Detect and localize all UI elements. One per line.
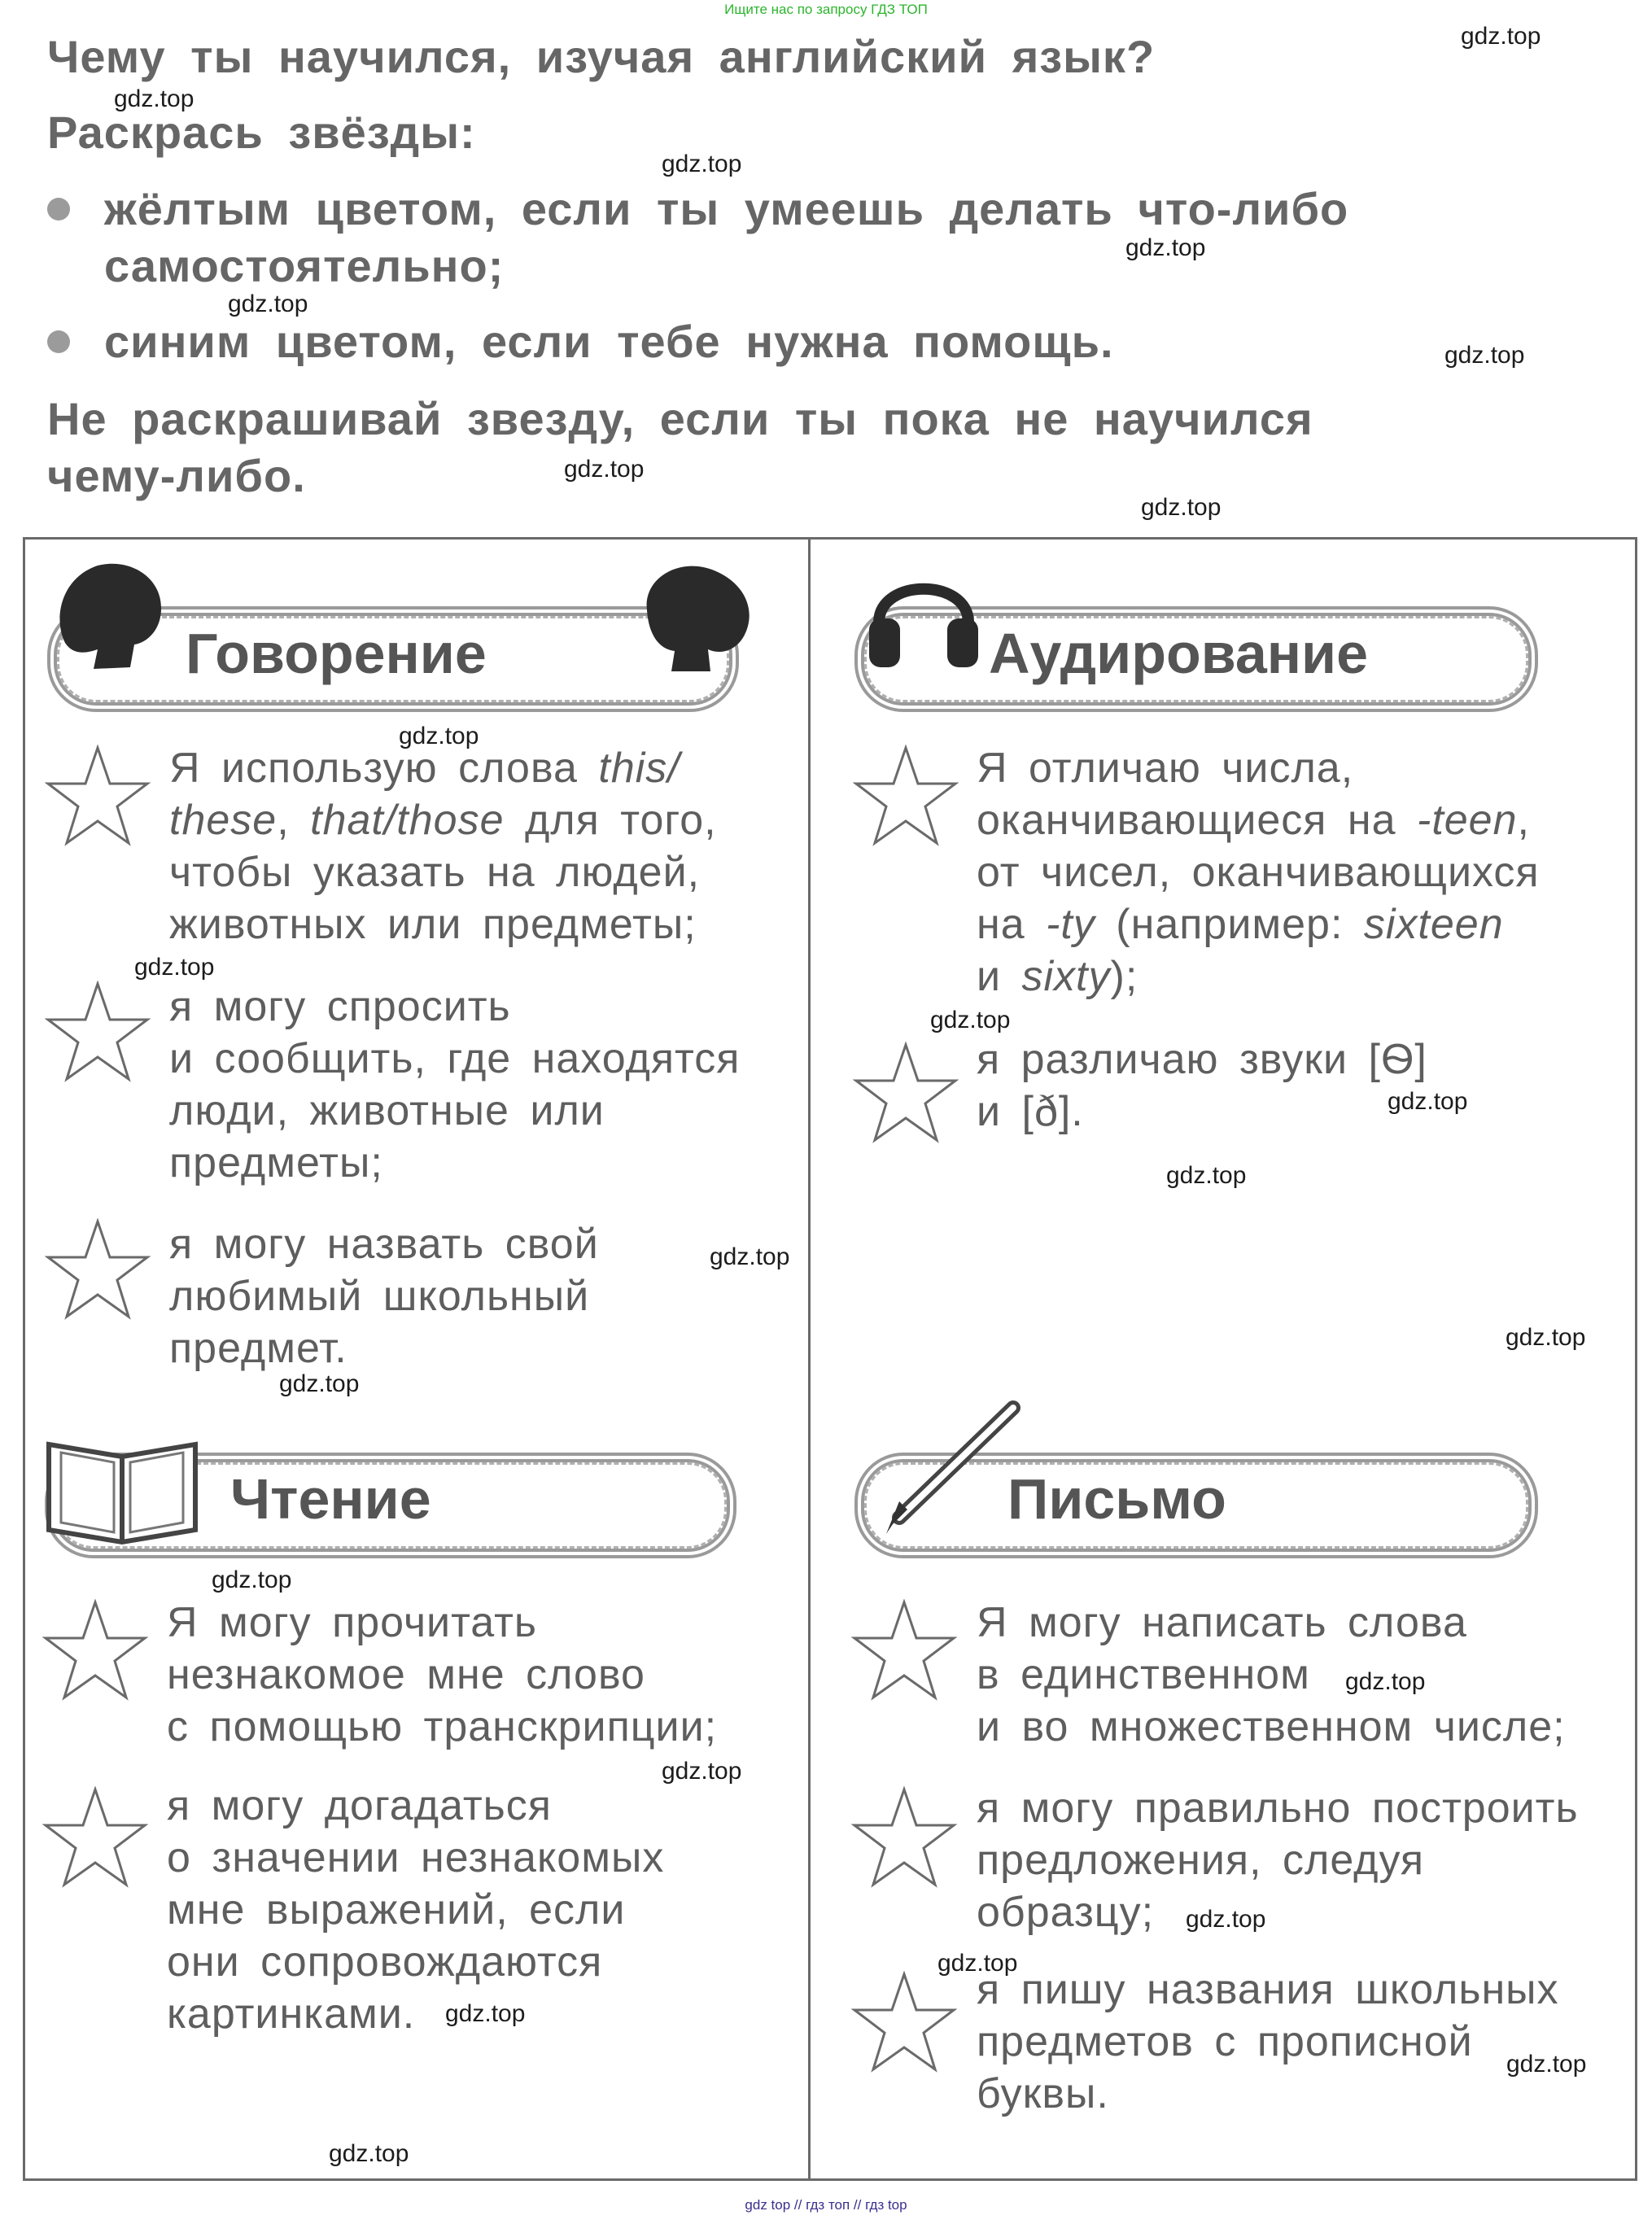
star-icon[interactable] — [42, 1599, 148, 1702]
intro-question: Чему ты научился, изучая английский язык? — [47, 31, 1156, 82]
reading-item-1: Я могу прочитать незнакомое мне слово с помощью транскрипции; — [167, 1599, 718, 1750]
watermark: gdz.top — [114, 85, 194, 112]
watermark: gdz.top — [134, 954, 215, 981]
star-icon[interactable] — [853, 1042, 959, 1144]
child-head-icon — [49, 553, 171, 675]
child-head-icon — [614, 553, 761, 675]
column-divider — [808, 537, 811, 2181]
watermark: gdz.top — [1166, 1162, 1247, 1189]
watermark: gdz.top — [710, 1243, 790, 1270]
listening-item-2: я различаю звуки [Ѳ] и [ð]. — [977, 1036, 1427, 1135]
reading-title: Чтение — [230, 1467, 431, 1531]
star-icon[interactable] — [42, 1786, 148, 1889]
pen-icon — [875, 1396, 1029, 1538]
bullet-yellow-line2: самостоятельно; — [104, 240, 505, 291]
top-banner[interactable]: Ищите нас по запросу ГДЗ ТОП — [724, 2, 928, 17]
speaking-item-1: Я использую слова this/ these, that/those для того, чтобы указать на людей, животных или предметы; — [169, 745, 717, 948]
star-icon[interactable] — [851, 1786, 957, 1889]
watermark: gdz.top — [1345, 1668, 1426, 1695]
star-icon[interactable] — [851, 1599, 957, 1702]
star-icon[interactable] — [853, 745, 959, 847]
star-icon[interactable] — [45, 745, 151, 847]
bottom-banner[interactable]: gdz top // гдз топ // гдз top — [745, 2197, 907, 2213]
watermark: gdz.top — [279, 1370, 360, 1397]
watermark: gdz.top — [1141, 494, 1222, 521]
bullet-dot-icon — [47, 330, 70, 353]
speaking-item-3: я могу назвать свой любимый школьный предмет. — [169, 1221, 599, 1372]
bullet-dot-icon — [47, 198, 70, 221]
watermark: gdz.top — [1444, 342, 1525, 369]
watermark: gdz.top — [930, 1007, 1011, 1033]
watermark: gdz.top — [1186, 1906, 1266, 1933]
writing-item-1: Я могу написать слова в единственном и во множественном числе; — [977, 1599, 1566, 1750]
watermark: gdz.top — [1125, 234, 1206, 261]
listening-item-1: Я отличаю числа, оканчивающиеся на -teen, от чисел, оканчивающихся на -ty (например: sixteen и sixty); — [977, 745, 1540, 1000]
bullet-yellow-line1: жёлтым цветом, если ты умеешь делать что-либо — [104, 183, 1349, 234]
watermark: gdz.top — [937, 1950, 1018, 1977]
listening-title: Аудирование — [989, 622, 1369, 685]
watermark: gdz.top — [228, 291, 308, 317]
intro-note-line1: Не раскрашивай звезду, если ты пока не научился — [47, 393, 1313, 444]
watermark: gdz.top — [329, 2140, 409, 2167]
reading-item-2: я могу догадаться о значении незнакомых мне выражений, если они сопровождаются картинками. — [167, 1782, 665, 2038]
star-icon[interactable] — [45, 981, 151, 1083]
watermark: gdz.top — [1388, 1088, 1468, 1115]
speaking-item-2: я могу спросить и сообщить, где находятся люди, животные или предметы; — [169, 983, 741, 1186]
watermark: gdz.top — [1461, 23, 1541, 50]
writing-title: Письмо — [1007, 1467, 1226, 1531]
open-book-icon — [41, 1428, 212, 1550]
watermark: gdz.top — [662, 151, 742, 177]
headphones-icon — [863, 553, 985, 675]
watermark: gdz.top — [1506, 2051, 1587, 2078]
intro-note-line2: чему-либо. — [47, 450, 306, 501]
watermark: gdz.top — [399, 723, 479, 749]
bullet-blue-line1: синим цветом, если тебе нужна помощь. — [104, 316, 1114, 367]
writing-item-3: я пишу названия школьных предметов с прописной буквы. — [977, 1966, 1559, 2117]
watermark: gdz.top — [212, 1566, 292, 1593]
star-icon[interactable] — [45, 1218, 151, 1321]
intro-instruction: Раскрась звёзды: — [47, 107, 476, 158]
writing-item-2: я могу правильно построить предложения, следуя образцу; — [977, 1785, 1579, 1936]
watermark: gdz.top — [1506, 1324, 1586, 1351]
star-icon[interactable] — [851, 1971, 957, 2073]
watermark: gdz.top — [564, 456, 645, 483]
speaking-title: Говорение — [186, 622, 487, 685]
watermark: gdz.top — [662, 1758, 742, 1785]
watermark: gdz.top — [445, 2000, 526, 2027]
